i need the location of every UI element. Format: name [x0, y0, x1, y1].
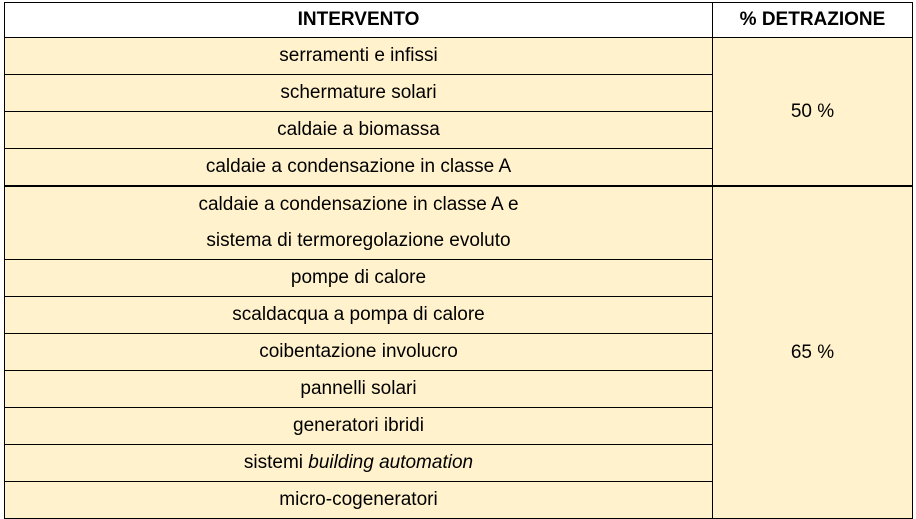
intervento-cell: caldaie a condensazione in classe A [5, 149, 713, 187]
header-intervento: INTERVENTO [5, 3, 713, 38]
intervento-cell: generatori ibridi [5, 408, 713, 445]
intervento-cell: schermature solari [5, 75, 713, 112]
table-row [5, 186, 913, 260]
intervento-cell: micro-cogeneratori [5, 482, 713, 519]
intervento-line-1: caldaie a condensazione in classe A e [198, 194, 519, 215]
intervento-cell: coibentazione involucro [5, 334, 713, 371]
header-detrazione: % DETRAZIONE [713, 3, 913, 38]
intervento-prefix: sistemi [243, 452, 309, 473]
header-row [5, 3, 913, 38]
detrazione-cell-65: 65 % [713, 186, 913, 519]
detrazione-cell-50: 50 % [713, 38, 913, 187]
intervento-cell: caldaie a biomassa [5, 112, 713, 149]
intervento-line-2: sistema di termoregolazione evoluto [206, 230, 511, 251]
intervento-cell [5, 186, 713, 260]
intervento-cell [5, 445, 713, 482]
intervento-cell: scaldacqua a pompa di calore [5, 297, 713, 334]
table-row [5, 38, 913, 75]
intervento-cell: pannelli solari [5, 371, 713, 408]
detrazioni-table [4, 2, 913, 519]
intervento-emphasis: building automation [308, 452, 474, 473]
intervento-cell: pompe di calore [5, 260, 713, 297]
intervento-cell: serramenti e infissi [5, 38, 713, 75]
